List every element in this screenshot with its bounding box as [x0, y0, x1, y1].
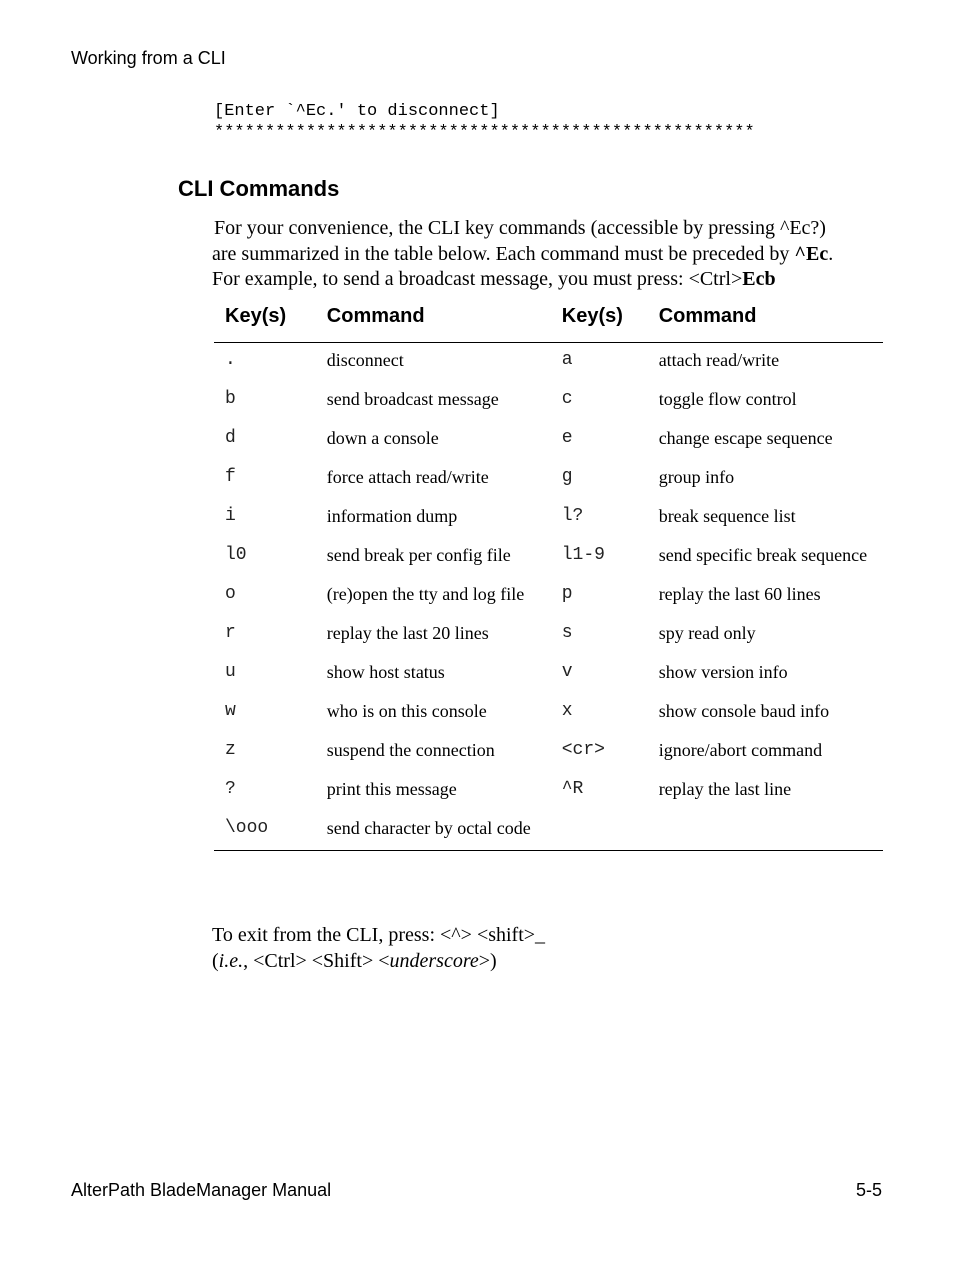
- table-row: [214, 733, 883, 772]
- key-cell: g: [561, 467, 573, 487]
- table-row: [214, 655, 883, 694]
- key-cell: .: [225, 350, 236, 370]
- command-cell: force attach read/write: [326, 467, 489, 487]
- table-row: [214, 694, 883, 733]
- table-row: [214, 616, 883, 655]
- command-cell: send break per config file: [326, 545, 511, 565]
- key-cell: e: [561, 428, 573, 448]
- table-body: [214, 343, 883, 851]
- example-keys-bold: Ecb: [742, 268, 776, 290]
- command-cell: replay the last 20 lines: [326, 623, 489, 643]
- command-cell: replay the last 60 lines: [658, 584, 821, 604]
- intro-line-2-end: .: [828, 242, 834, 265]
- command-cell: (re)open the tty and log file: [326, 584, 525, 604]
- key-cell: c: [561, 389, 573, 409]
- command-cell: down a console: [326, 428, 439, 448]
- header-keys-1: Key(s): [214, 298, 327, 343]
- key-cell: <cr>: [561, 740, 605, 760]
- command-cell: information dump: [326, 506, 458, 526]
- table-row: [214, 772, 883, 811]
- command-cell: toggle flow control: [658, 389, 797, 409]
- table-row: [214, 382, 883, 421]
- command-cell: send broadcast message: [326, 389, 499, 409]
- table-row: [214, 460, 883, 499]
- section-title: CLI Commands: [178, 176, 340, 201]
- key-cell: ^R: [561, 779, 584, 799]
- intro-paragraph: [212, 216, 892, 293]
- key-cell: ?: [225, 779, 236, 799]
- ie-italic: i.e.: [218, 950, 244, 972]
- key-cell: s: [561, 623, 573, 643]
- command-cell: show version info: [658, 662, 788, 682]
- exit-line-2-close: >): [478, 950, 497, 972]
- running-header: Working from a CLI: [71, 48, 226, 68]
- exit-line-2-open: (: [212, 950, 219, 972]
- key-cell: \ooo: [214, 811, 327, 851]
- key-cell: r: [225, 623, 236, 643]
- intro-line-2: [212, 242, 892, 268]
- exit-line-2-mid: , <Ctrl> <Shift> <: [243, 950, 390, 972]
- table-row: [214, 538, 883, 577]
- key-cell: o: [225, 584, 236, 604]
- command-cell: show host status: [326, 662, 445, 682]
- header-command-1: Command: [327, 298, 562, 343]
- command-cell: change escape sequence: [658, 428, 833, 448]
- key-cell: z: [225, 740, 236, 760]
- command-cell: attach read/write: [658, 350, 780, 370]
- footer-manual-title: AlterPath BladeManager Manual: [71, 1180, 332, 1200]
- table-row: [214, 421, 883, 460]
- command-cell: suspend the connection: [326, 740, 495, 760]
- key-cell: x: [561, 701, 573, 721]
- key-cell: v: [561, 662, 573, 682]
- footer-page-number: 5-5: [855, 1180, 882, 1200]
- command-cell: send character by octal code: [327, 811, 562, 851]
- key-cell: [562, 811, 659, 851]
- header-command-2: Command: [659, 298, 883, 343]
- exit-line-1: To exit from the CLI, press: <^> <shift>_: [212, 924, 546, 946]
- table-row: [214, 343, 883, 383]
- escape-sequence-bold: ^Ec: [794, 242, 829, 265]
- command-cell: replay the last line: [658, 779, 792, 799]
- table-row: [214, 499, 883, 538]
- command-cell: ignore/abort command: [658, 740, 823, 760]
- table-header-row: [214, 298, 883, 343]
- intro-line-3-text: For example, to send a broadcast message, you must press: <Ctrl>: [212, 268, 743, 290]
- code-line-asterisks: *****************************************************: [214, 123, 755, 142]
- table-row: [214, 811, 883, 851]
- command-cell: print this message: [326, 779, 457, 799]
- intro-line-2-text: are summarized in the table below. Each command must be preceded by: [212, 242, 795, 265]
- key-cell: b: [225, 389, 236, 409]
- key-cell: w: [225, 701, 236, 721]
- table-row: [214, 577, 883, 616]
- key-cell: d: [225, 428, 236, 448]
- key-cell: l1-9: [561, 545, 605, 565]
- intro-line-1: For your convenience, the CLI key commands (accessible by pressing ^Ec?): [214, 217, 826, 239]
- key-cell: p: [561, 584, 573, 604]
- command-cell: who is on this console: [326, 701, 487, 721]
- command-cell: send specific break sequence: [658, 545, 868, 565]
- key-cell: f: [225, 467, 236, 487]
- cli-commands-table: [214, 298, 883, 851]
- key-cell: a: [561, 350, 573, 370]
- intro-line-3: [212, 267, 892, 293]
- key-cell: i: [225, 506, 236, 526]
- key-cell: l0: [225, 545, 247, 565]
- command-cell: [659, 811, 883, 851]
- command-cell: disconnect: [326, 350, 404, 370]
- command-cell: break sequence list: [658, 506, 796, 526]
- exit-line-2: [212, 948, 545, 974]
- underscore-italic: underscore: [389, 950, 479, 972]
- code-line-disconnect-hint: [Enter `^Ec.' to disconnect]: [214, 102, 500, 121]
- exit-instructions: [212, 922, 545, 974]
- header-keys-2: Key(s): [562, 298, 659, 343]
- command-cell: group info: [658, 467, 735, 487]
- key-cell: u: [225, 662, 236, 682]
- command-cell: spy read only: [658, 623, 756, 643]
- key-cell: l?: [561, 506, 584, 526]
- command-cell: show console baud info: [658, 701, 830, 721]
